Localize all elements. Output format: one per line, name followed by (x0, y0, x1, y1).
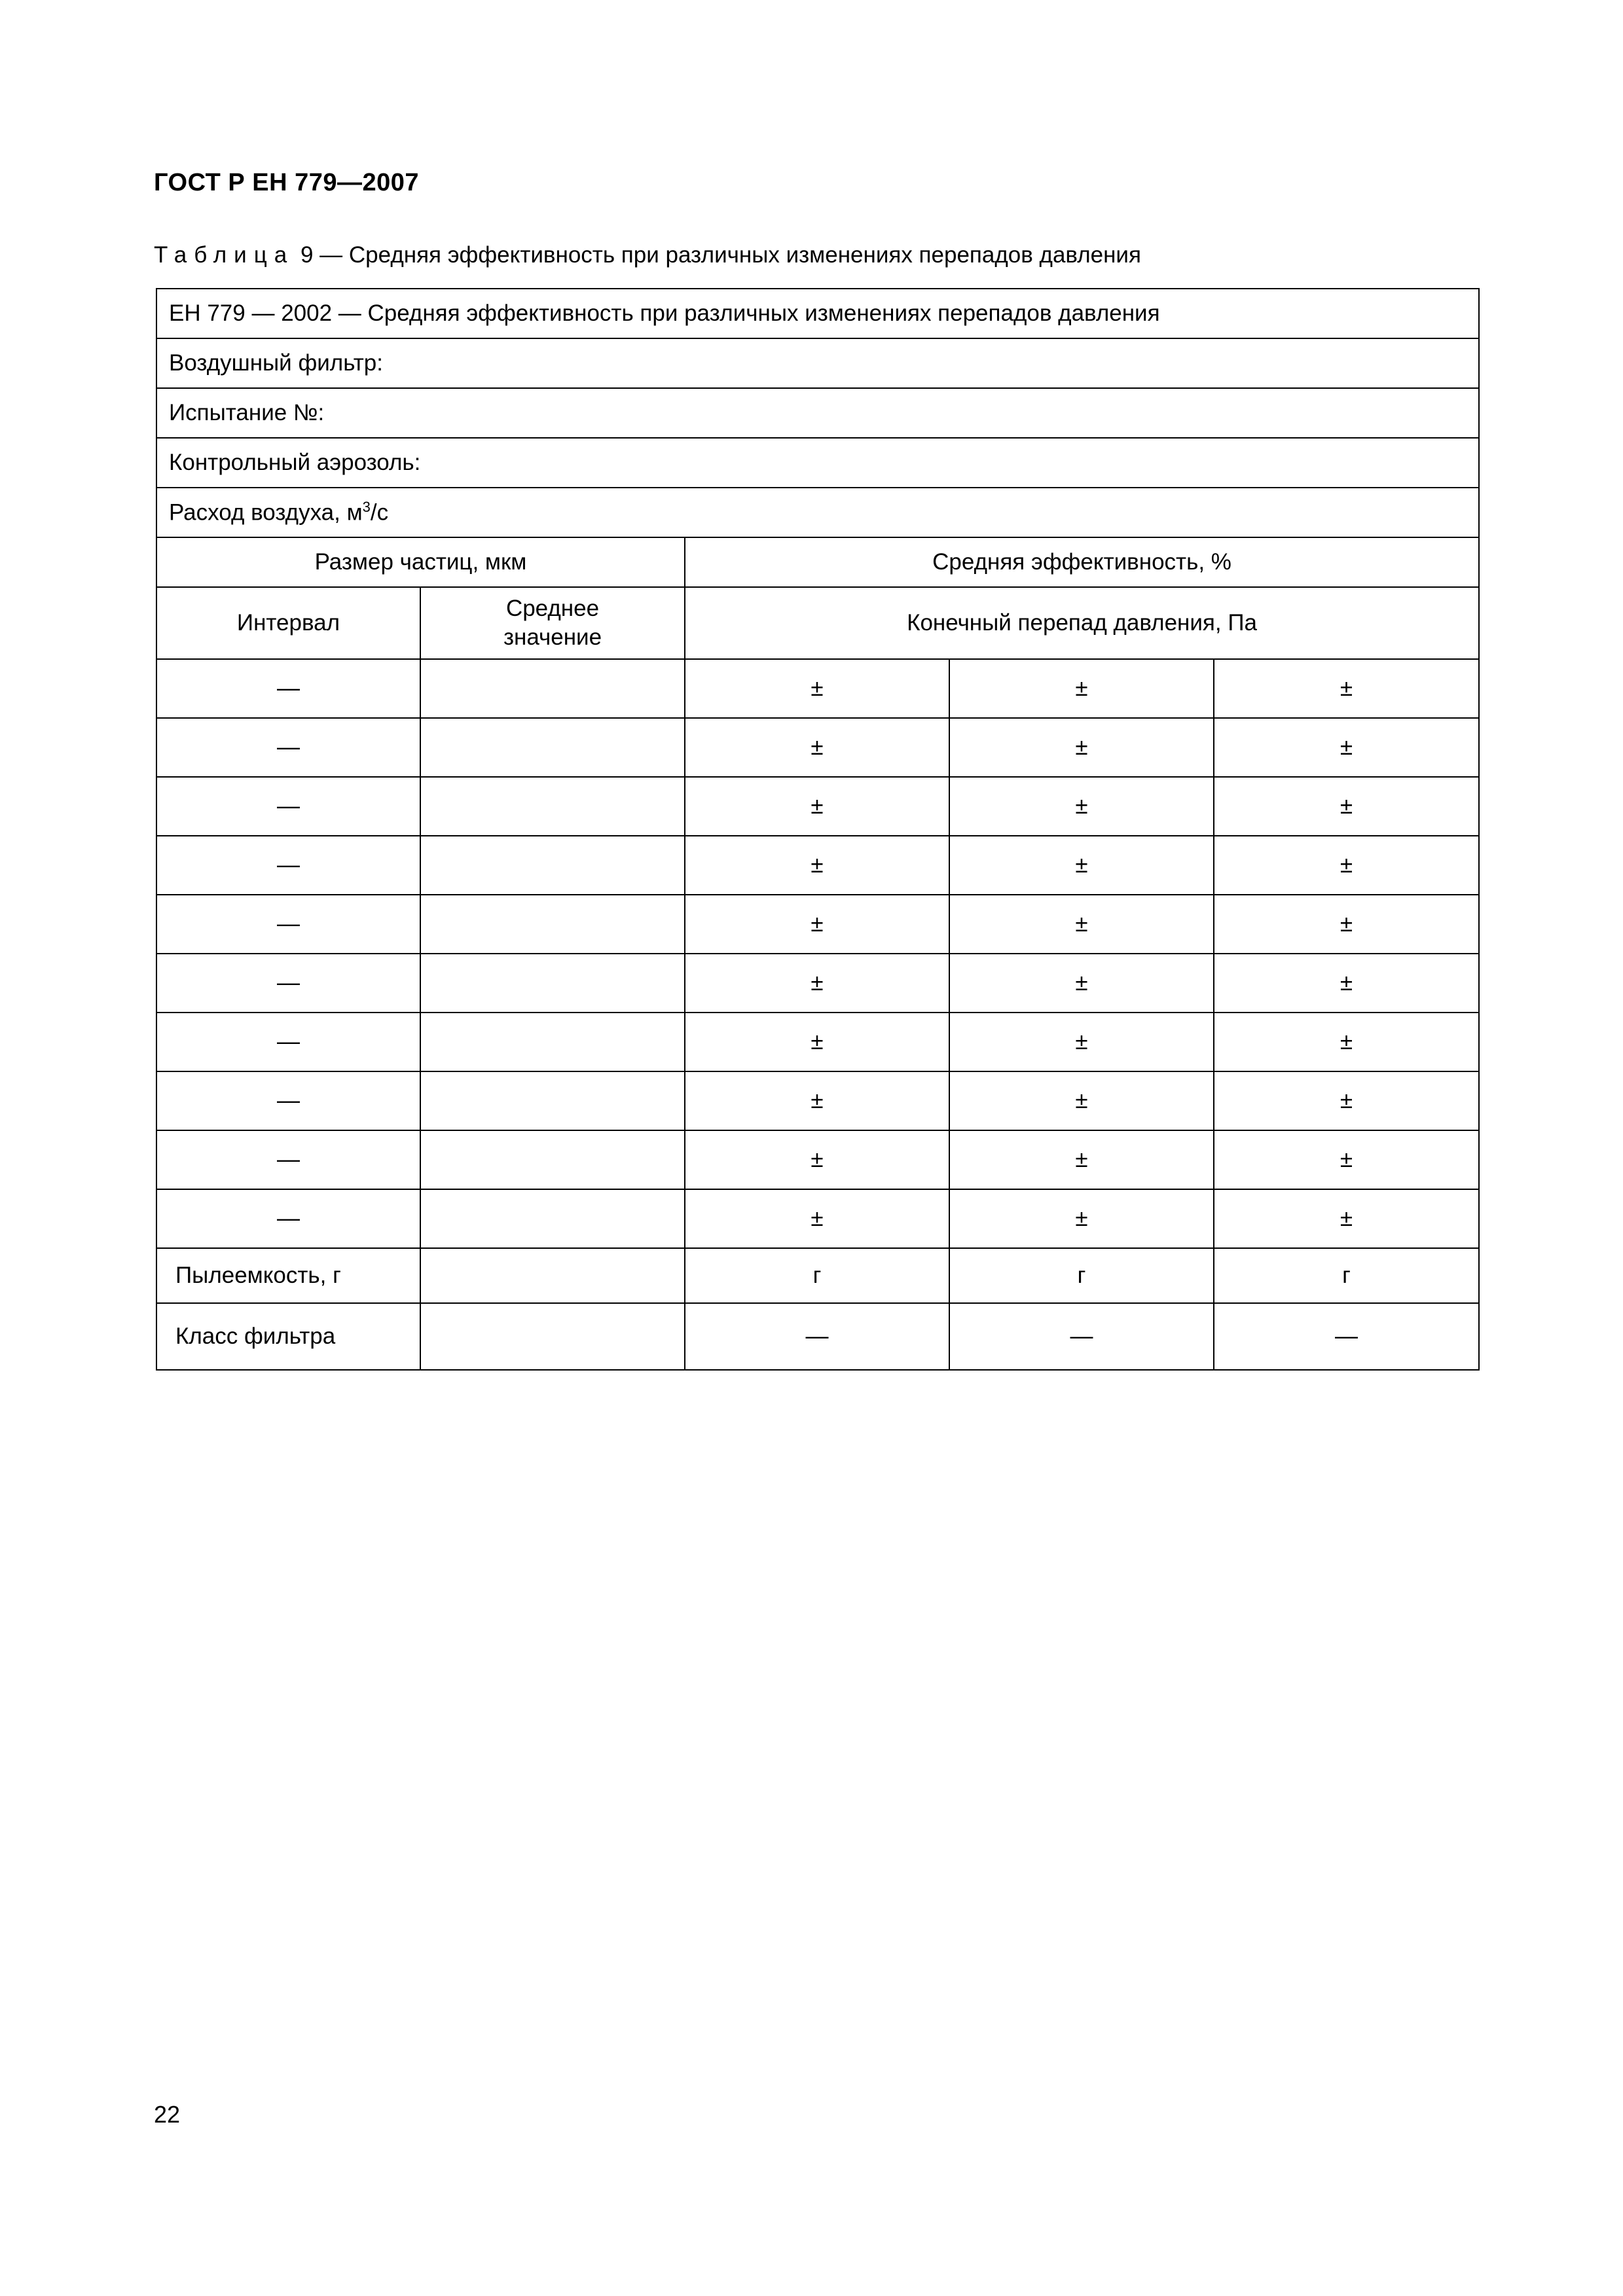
info-row-standard (156, 289, 1479, 338)
interval-cell: — (156, 1071, 420, 1130)
efficiency-cell: ± (949, 777, 1214, 836)
info-cell-air-filter: Воздушный фильтр: (156, 338, 1479, 388)
interval-cell: — (156, 1189, 420, 1248)
efficiency-cell: ± (685, 836, 949, 895)
interval-header: Интервал (156, 587, 420, 659)
table-caption-text: 9 — Средняя эффективность при различных изменениях перепадов давления (300, 242, 1141, 268)
interval-cell: — (156, 1130, 420, 1189)
table-row (156, 1189, 1479, 1248)
airflow-unit-suffix: /с (370, 499, 389, 526)
mean-cell (420, 954, 685, 1013)
info-row-test-number (156, 388, 1479, 438)
table-row (156, 1130, 1479, 1189)
mean-cell (420, 1071, 685, 1130)
info-row-test-aerosol (156, 438, 1479, 488)
efficiency-cell: ± (1214, 954, 1479, 1013)
mean-cell (420, 836, 685, 895)
table-row (156, 777, 1479, 836)
efficiency-cell: ± (1214, 777, 1479, 836)
group-header-row (156, 537, 1479, 587)
efficiency-cell: ± (1214, 1013, 1479, 1071)
mean-cell (420, 895, 685, 954)
avg-efficiency-header: Средняя эффективность, % (685, 537, 1479, 587)
final-pressure-header: Конечный перепад давления, Па (685, 587, 1479, 659)
efficiency-cell: ± (685, 718, 949, 777)
dust-capacity-cell: г (685, 1248, 949, 1303)
filter-class-label: Класс фильтра (156, 1303, 420, 1370)
filter-class-cell: — (685, 1303, 949, 1370)
efficiency-cell: ± (1214, 836, 1479, 895)
document-id-header: ГОСТ Р ЕН 779—2007 (154, 169, 420, 196)
dust-capacity-row (156, 1248, 1479, 1303)
info-row-air-filter (156, 338, 1479, 388)
interval-cell: — (156, 777, 420, 836)
dust-capacity-mean-cell (420, 1248, 685, 1303)
particle-size-header: Размер частиц, мкм (156, 537, 685, 587)
mean-header-line1: Среднее (505, 596, 600, 621)
airflow-label: Расход воздуха, м (169, 499, 363, 526)
efficiency-cell: ± (1214, 718, 1479, 777)
dust-capacity-label: Пылеемкость, г (156, 1248, 420, 1303)
efficiency-cell: ± (685, 954, 949, 1013)
interval-cell: — (156, 895, 420, 954)
efficiency-cell: ± (1214, 659, 1479, 718)
mean-cell (420, 1189, 685, 1248)
efficiency-cell: ± (685, 1130, 949, 1189)
table-caption (154, 242, 1141, 268)
mean-cell (420, 659, 685, 718)
efficiency-cell: ± (949, 836, 1214, 895)
efficiency-cell: ± (949, 718, 1214, 777)
table-row (156, 718, 1479, 777)
efficiency-cell: ± (1214, 895, 1479, 954)
mean-header-line2: значение (503, 624, 602, 650)
info-cell-airflow (156, 488, 1479, 537)
efficiency-cell: ± (685, 659, 949, 718)
filter-class-cell: — (1214, 1303, 1479, 1370)
table-row (156, 1071, 1479, 1130)
mean-cell (420, 1130, 685, 1189)
efficiency-cell: ± (685, 1013, 949, 1071)
efficiency-cell: ± (949, 659, 1214, 718)
efficiency-cell: ± (949, 1130, 1214, 1189)
interval-cell: — (156, 954, 420, 1013)
efficiency-cell: ± (1214, 1189, 1479, 1248)
table-row (156, 895, 1479, 954)
table-row (156, 1013, 1479, 1071)
filter-class-cell: — (949, 1303, 1214, 1370)
interval-cell: — (156, 718, 420, 777)
efficiency-table (156, 288, 1480, 1371)
info-cell-standard: ЕН 779 — 2002 — Средняя эффективность при различных изменениях перепадов давления (156, 289, 1479, 338)
efficiency-cell: ± (949, 895, 1214, 954)
dust-capacity-cell: г (1214, 1248, 1479, 1303)
efficiency-cell: ± (1214, 1130, 1479, 1189)
info-cell-test-aerosol: Контрольный аэрозоль: (156, 438, 1479, 488)
efficiency-cell: ± (685, 1071, 949, 1130)
mean-cell (420, 718, 685, 777)
efficiency-cell: ± (685, 895, 949, 954)
dust-capacity-cell: г (949, 1248, 1214, 1303)
table-row (156, 836, 1479, 895)
efficiency-cell: ± (949, 954, 1214, 1013)
sub-header-row (156, 587, 1479, 659)
efficiency-cell: ± (949, 1013, 1214, 1071)
info-cell-test-number: Испытание №: (156, 388, 1479, 438)
mean-cell (420, 1013, 685, 1071)
interval-cell: — (156, 1013, 420, 1071)
table-row (156, 659, 1479, 718)
info-row-airflow (156, 488, 1479, 537)
mean-value-header (420, 587, 685, 659)
table-row (156, 954, 1479, 1013)
interval-cell: — (156, 659, 420, 718)
efficiency-cell: ± (949, 1189, 1214, 1248)
page-number: 22 (154, 2101, 181, 2128)
filter-class-row (156, 1303, 1479, 1370)
filter-class-mean-cell (420, 1303, 685, 1370)
efficiency-cell: ± (685, 777, 949, 836)
table-caption-prefix: Таблица (154, 242, 295, 268)
mean-cell (420, 777, 685, 836)
efficiency-cell: ± (949, 1071, 1214, 1130)
efficiency-cell: ± (685, 1189, 949, 1248)
interval-cell: — (156, 836, 420, 895)
efficiency-cell: ± (1214, 1071, 1479, 1130)
airflow-exponent: 3 (362, 499, 371, 516)
